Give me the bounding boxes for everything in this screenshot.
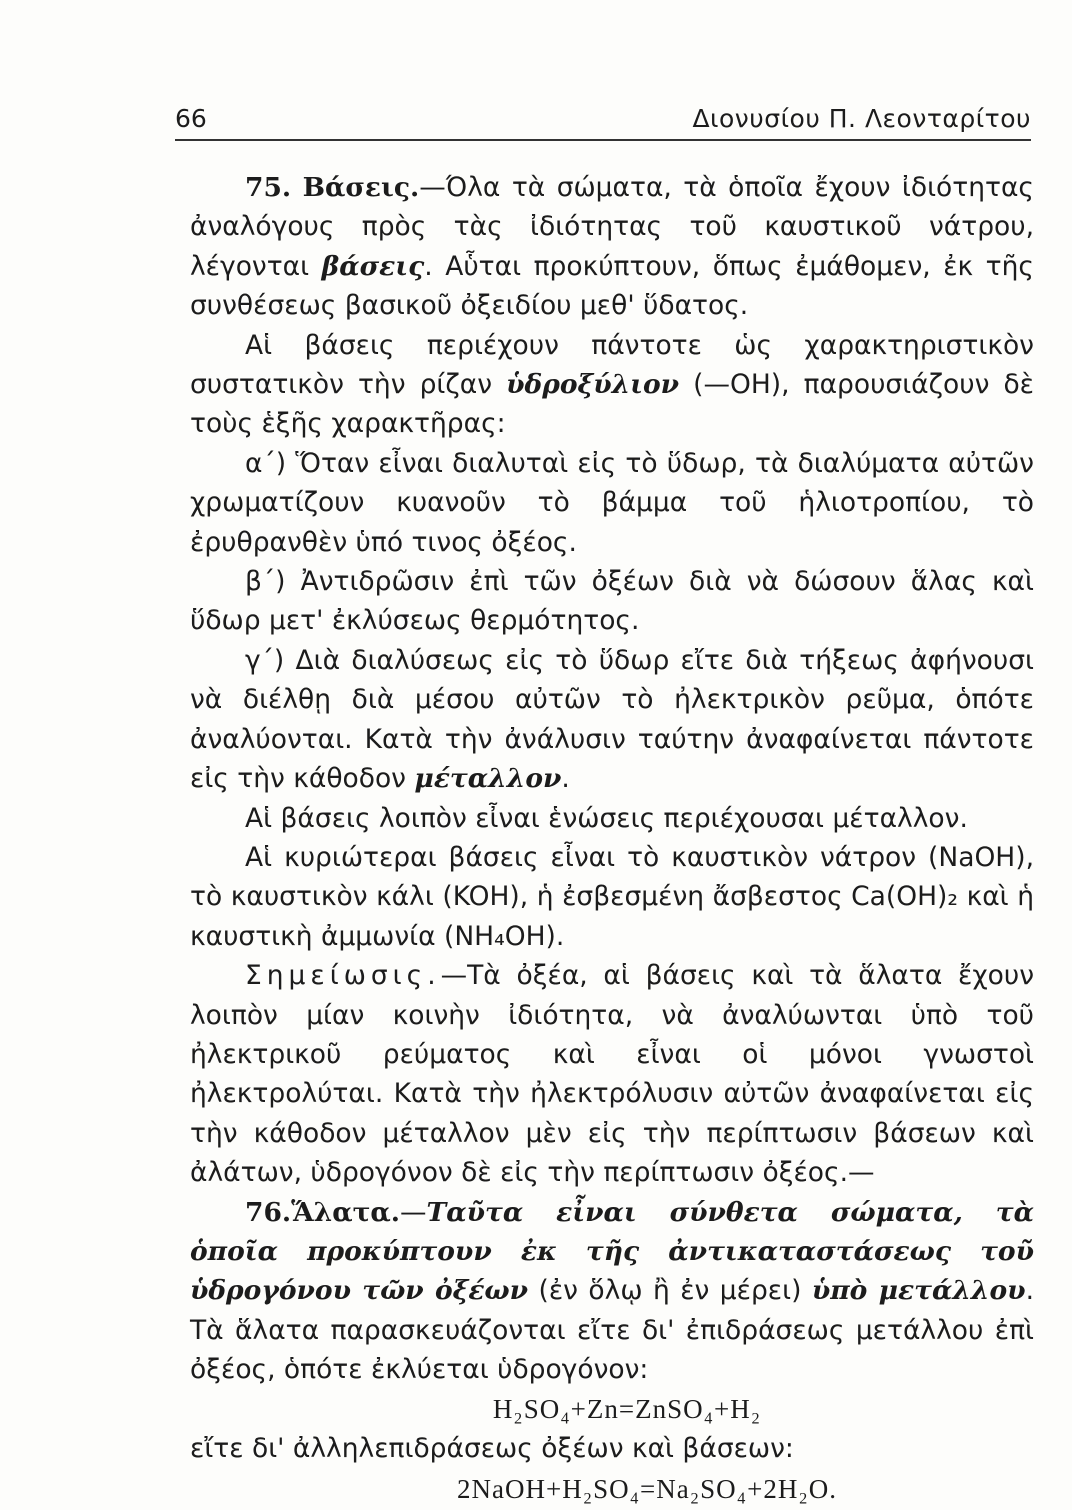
property-item-b: β΄) Ἀντιδρῶσιν ἐπὶ τῶν ὀξέων διὰ νὰ δώσουν ἅλας καὶ ὕδωρ μετ' ἐκλύσεως θερμότητος. bbox=[190, 566, 1034, 637]
term-metal: μέταλλον bbox=[414, 763, 562, 795]
section-76-paragraph-1 bbox=[190, 1193, 1034, 1390]
section-75-title: Βάσεις. bbox=[302, 172, 420, 203]
page-body bbox=[190, 168, 1034, 1510]
section-75-paragraph-3: Αἱ βάσεις λοιπὸν εἶναι ἑνώσεις περιέχουσαι μέταλλον. bbox=[245, 802, 968, 834]
property-item-c-text: γ΄) Διὰ διαλύσεως εἰς τὸ ὕδωρ εἴτε διὰ τήξεως ἀφήνουσι νὰ διέλθῃ διὰ μέσου αὐτῶν τὸ ἠλεκτρικὸν ρεῦμα, ὁπότε ἀναλύονται. Κατὰ τὴν ἀνάλυσιν ταύτην ἀναφαίνεται πάντοτε εἰς τὴν κάθοδον bbox=[190, 644, 1034, 795]
note-paragraph bbox=[190, 956, 1034, 1192]
section-75-text-2b: (—OH), παρουσιάζουν δὲ τοὺς ἑξῆς χαρακτῆρας: bbox=[190, 369, 1035, 440]
property-item-c bbox=[190, 641, 1034, 799]
section-75-text-1b: . Αὗται προκύπτουν, ὅπως ἐμάθομεν, ἐκ τῆς συνθέσεως βασικοῦ ὀξειδίου μεθ' ὕδατος. bbox=[190, 250, 1034, 322]
section-75-paragraph-1 bbox=[190, 168, 1034, 326]
section-76-paragraph-2: εἴτε δι' ἀλληλεπιδράσεως ὀξέων καὶ βάσεων: bbox=[190, 1433, 794, 1464]
salts-definition: Ταῦτα εἶναι σύνθετα σώματα, τὰ ὁποῖα προκύπτουν ἐκ τῆς ἀντικαταστάσεως τοῦ ὑδρογόνου τῶν ὀξέων bbox=[190, 1196, 1034, 1307]
term-hydroxyl: ὑδροξύλιον bbox=[506, 369, 680, 401]
page-number: 66 bbox=[175, 104, 207, 133]
salts-definition-metal: ὑπὸ μετάλλου bbox=[811, 1275, 1026, 1307]
section-75-paragraph-4: Αἱ κυριώτεραι βάσεις εἶναι τὸ καυστικὸν νάτρον (NaOH), τὸ καυστικὸν κάλι (KOH), ἡ ἐσβεσμένη ἄσβεστος Ca(OH)₂ καὶ ἡ καυστικὴ ἀμμωνία (NH₄OH). bbox=[190, 841, 1034, 952]
section-76-title: Ἅλατα. bbox=[291, 1196, 401, 1228]
section-75-text-1a: —Όλα τὰ σώματα, τὰ ὁποῖα ἔχουν ἰδιότητας ἀναλόγους πρὸς τὰς ἰδιότητας τοῦ καυστικοῦ νάτρου, λέγονται bbox=[190, 172, 1034, 282]
property-item-c-end: . bbox=[561, 763, 570, 795]
property-item-a: α΄) Ὅταν εἶναι διαλυταὶ εἰς τὸ ὕδωρ, τὰ διαλύματα αὐτῶν χρωματίζουν κυανοῦν τὸ βάμμα τοῦ ἡλιοτροπίου, τὸ ἐρυθρανθὲν ὑπό τινος ὀξέος. bbox=[190, 447, 1034, 558]
section-75-paragraph-2 bbox=[190, 326, 1034, 444]
chemical-equation-1: H₂SO₄+Zn=ZnSO₄+H₂ bbox=[492, 1393, 762, 1424]
section-76-text: . Τὰ ἅλατα παρασκευάζονται εἴτε δι' ἐπιδράσεως μετάλλου ἐπὶ ὀξέος, ὁπότε ἐκλύεται ὑδρογόνον: bbox=[190, 1275, 1034, 1386]
term-bases: βάσεις bbox=[321, 250, 425, 282]
note-label: Σημείωσις. bbox=[245, 960, 441, 992]
section-75-number: 75. bbox=[245, 172, 292, 203]
section-75-text-2a: Αἱ βάσεις περιέχουν πάντοτε ὡς χαρακτηριστικὸν συστατικὸν τὴν ρίζαν bbox=[190, 329, 1034, 401]
running-head: Διονυσίου Π. Λεονταρίτου bbox=[692, 104, 1031, 133]
section-76-number: 76. bbox=[245, 1196, 292, 1228]
note-text: —Τὰ ὀξέα, αἱ βάσεις καὶ τὰ ἅλατα ἔχουν λοιπὸν μίαν κοινὴν ἰδιότητα, νὰ ἀναλύωνται ὑπὸ τοῦ ἠλεκτρικοῦ ρεύματος καὶ εἶναι οἱ μόνοι γνωστοὶ ἠλεκτρολύται. Κατὰ τὴν ἠλεκτρόλυσιν αὐτῶν ἀναφαίνεται εἰς τὴν κάθοδον μέταλλον μὲν εἰς τὴν περίπτωσιν βάσεων καὶ ἀλάτων, ὑδρογόνον δὲ εἰς τὴν περίπτωσιν ὀξέος.— bbox=[190, 960, 1034, 1189]
chemical-equation-2: 2NaOH+H₂SO₄=Na₂SO₄+2H₂O. bbox=[457, 1474, 837, 1505]
page-header bbox=[175, 96, 1031, 136]
section-76-dash: — bbox=[400, 1196, 427, 1228]
salts-definition-aside: (ἐν ὅλῳ ἢ ἐν μέρει) bbox=[528, 1275, 812, 1307]
header-rule bbox=[175, 139, 1031, 141]
